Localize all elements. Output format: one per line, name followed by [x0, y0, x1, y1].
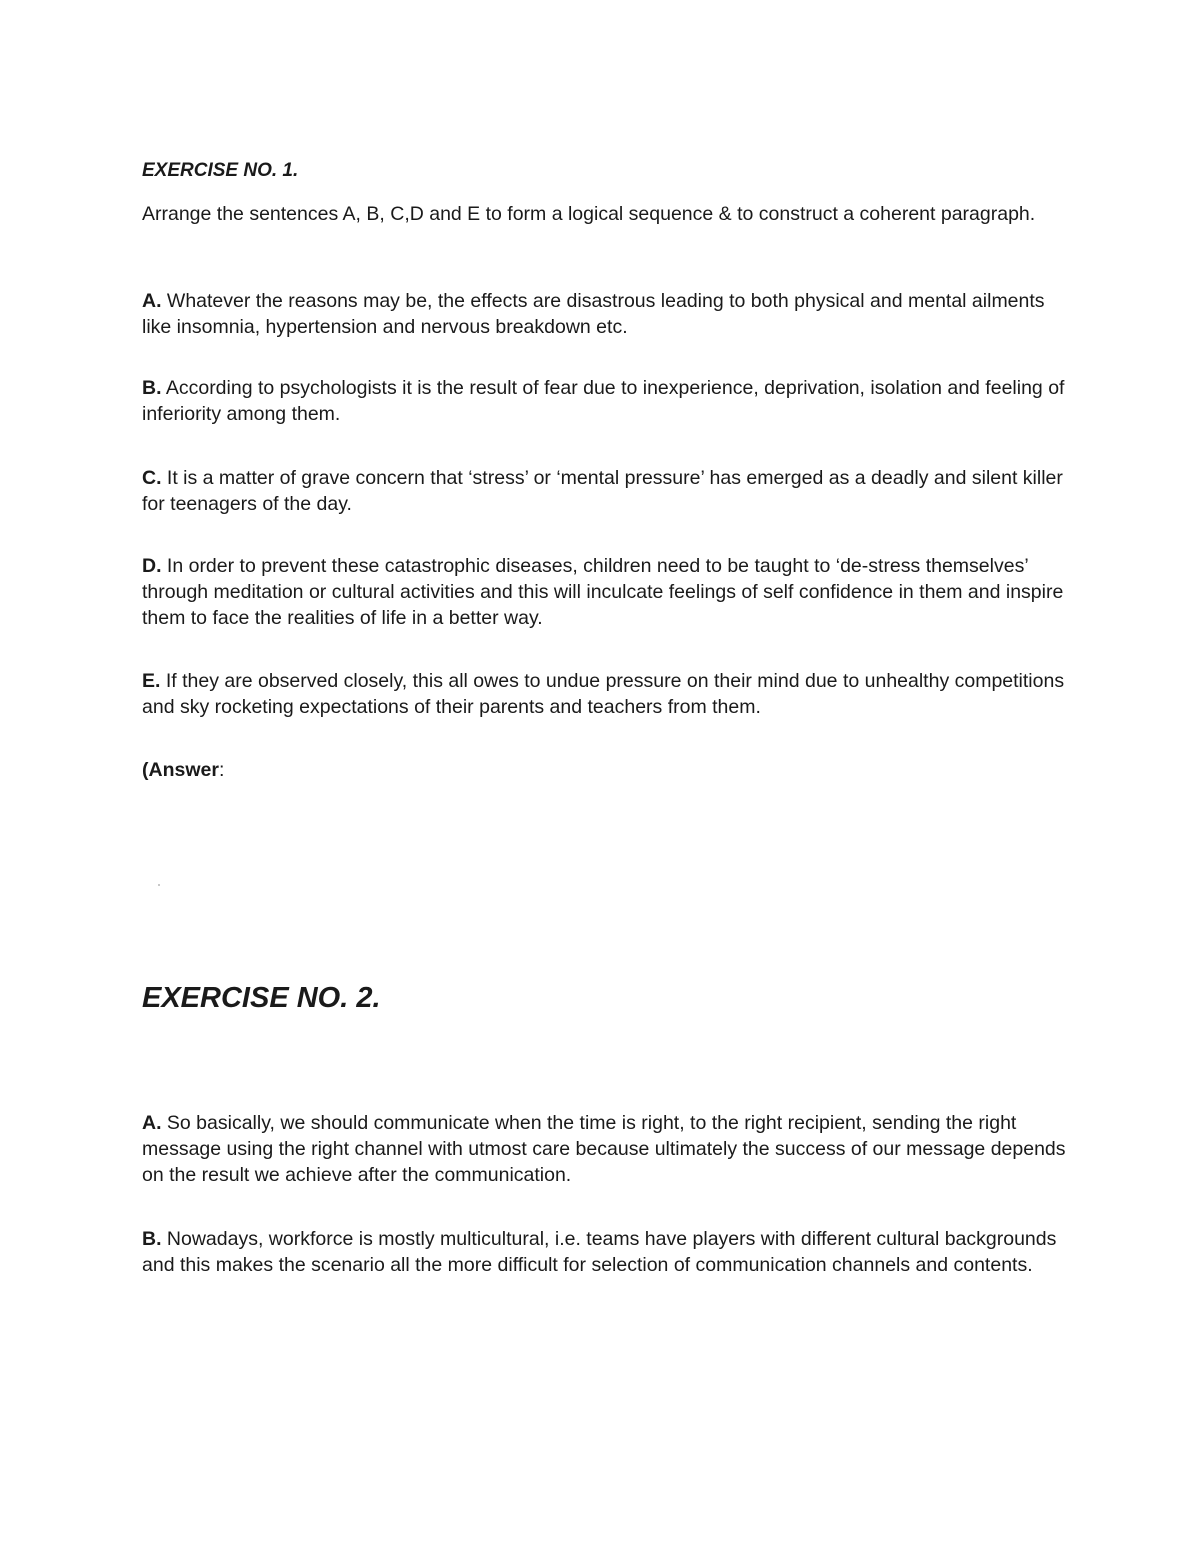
exercise-1-title: EXERCISE NO. 1. — [142, 160, 299, 181]
exercise-1-sentence-a — [142, 288, 1072, 340]
sentence-text: It is a matter of grave concern that ‘stress’ or ‘mental pressure’ has emerged as a deadly and silent killer for teenagers of the day. — [142, 467, 1063, 515]
exercise-2-title: EXERCISE NO. 2. — [142, 982, 381, 1014]
sentence-label: D. — [142, 555, 162, 577]
exercise-2-sentence-a — [142, 1110, 1072, 1188]
answer-open-paren: ( — [142, 759, 149, 781]
answer-colon: : — [218, 759, 225, 781]
exercise-1-instruction: Arrange the sentences A, B, C,D and E to form a logical sequence & to construct a coherent paragraph. — [142, 203, 1036, 225]
sentence-label: C. — [142, 467, 162, 489]
exercise-1-sentence-c — [142, 465, 1072, 517]
exercise-2-sentence-b — [142, 1226, 1072, 1278]
sentence-label: B. — [142, 1228, 162, 1250]
sentence-label: A. — [142, 1112, 162, 1134]
sentence-text: Nowadays, workforce is mostly multicultural, i.e. teams have players with different cultural backgrounds and this makes the scenario all the more difficult for selection of communication channels and contents. — [142, 1228, 1057, 1276]
sentence-text: So basically, we should communicate when the time is right, to the right recipient, sending the right message using the right channel with utmost care because ultimately the success of our message depends on the result we achieve after the communication. — [142, 1112, 1066, 1186]
sentence-label: B. — [142, 377, 162, 399]
scan-speck — [158, 884, 160, 886]
sentence-label: A. — [142, 290, 162, 312]
answer-label: Answer — [148, 759, 219, 781]
exercise-1-sentence-b — [142, 375, 1072, 427]
sentence-text: Whatever the reasons may be, the effects are disastrous leading to both physical and mental ailments like insomnia, hypertension and nervous breakdown etc. — [142, 290, 1045, 338]
exercise-1-sentence-e — [142, 668, 1072, 720]
sentence-text: If they are observed closely, this all owes to undue pressure on their mind due to unhealthy competitions and sky rocketing expectations of their parents and teachers from them. — [142, 670, 1065, 718]
exercise-1-sentence-d — [142, 553, 1072, 631]
answer-line — [142, 759, 224, 782]
sentence-text: According to psychologists it is the result of fear due to inexperience, deprivation, isolation and feeling of inferiority among them. — [142, 377, 1065, 425]
sentence-text: In order to prevent these catastrophic diseases, children need to be taught to ‘de-stress themselves’ through meditation or cultural activities and this will inculcate feelings of self confidence in them and inspire them to face the realities of life in a better way. — [142, 555, 1064, 629]
sentence-label: E. — [142, 670, 161, 692]
